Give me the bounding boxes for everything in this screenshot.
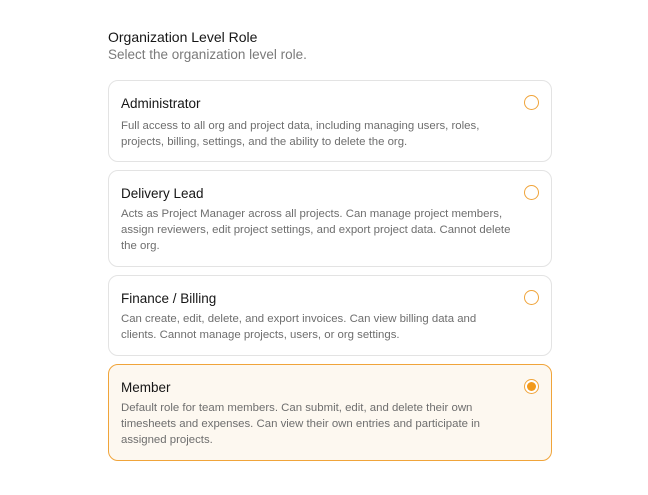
radio-button-administrator[interactable] [524, 95, 539, 110]
role-option-description: Can create, edit, delete, and export invoices. Can view billing data and clients. Cannot manage projects, users, or org settings. [121, 313, 477, 341]
section-title: Organization Level Role [108, 29, 258, 45]
role-option-label: Delivery Lead [121, 186, 204, 201]
role-option-description: Default role for team members. Can submit, edit, and delete their own timesheets and expenses. Can view their own entries and participate in assigned projects. [121, 402, 481, 446]
role-option-label: Finance / Billing [121, 291, 217, 306]
role-option-label: Administrator [121, 96, 201, 111]
role-option-delivery-lead[interactable] [108, 170, 552, 267]
role-option-member[interactable] [108, 364, 552, 461]
radio-button-member[interactable] [524, 379, 539, 394]
radio-button-finance-billing[interactable] [524, 290, 539, 305]
role-option-label: Member [121, 380, 171, 395]
radio-button-delivery-lead[interactable] [524, 185, 539, 200]
org-role-section [108, 28, 552, 446]
section-subtitle: Select the organization level role. [108, 47, 307, 62]
role-option-description: Acts as Project Manager across all projects. Can manage project members, assign reviewers, edit project settings, and export project data. Cannot delete the org. [121, 208, 511, 252]
role-option-finance-billing[interactable] [108, 275, 552, 356]
role-option-description: Full access to all org and project data, including managing users, roles, projects, billing, settings, and the ability to delete the org. [121, 120, 480, 148]
role-option-administrator[interactable] [108, 80, 552, 162]
